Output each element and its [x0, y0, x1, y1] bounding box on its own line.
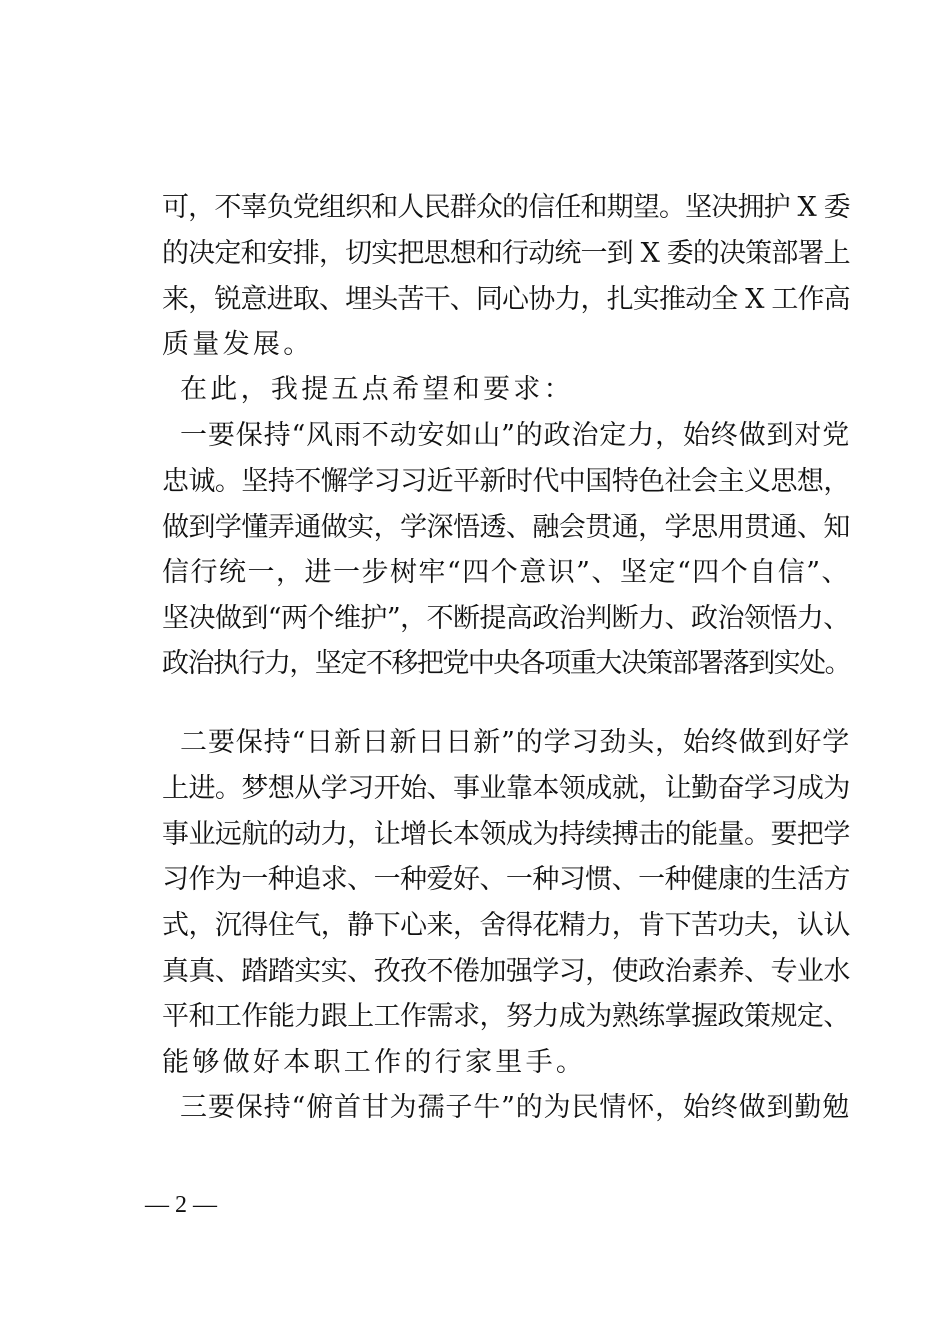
- text-line: 忠诚。坚持不懈学习习近平新时代中国特色社会主义思想，: [162, 466, 850, 497]
- text-line: 能够做好本职工作的行家里手。: [162, 1047, 587, 1078]
- page-number: — 2 —: [145, 1192, 217, 1218]
- text-line: 的决定和安排，切实把思想和行动统一到 X 委的决策部署上: [162, 238, 850, 269]
- text-line: 在此，我提五点希望和要求：: [180, 374, 574, 405]
- text-line: 做到学懂弄通做实，学深悟透、融会贯通，学思用贯通、知: [162, 512, 850, 543]
- text-line: 式，沉得住气，静下心来，舍得花精力，肯下苦功夫，认认: [162, 910, 850, 941]
- text-line: 坚决做到“两个维护”，不断提高政治判断力、政治领悟力、: [162, 603, 850, 634]
- text-line: 信行统一，进一步树牢“四个意识”、坚定“四个自信”、: [162, 557, 851, 588]
- text-line: 可，不辜负党组织和人民群众的信任和期望。坚决拥护 X 委: [162, 192, 850, 223]
- text-line: 习作为一种追求、一种爱好、一种习惯、一种健康的生活方: [162, 864, 850, 895]
- text-line: 真真、踏踏实实、孜孜不倦加强学习，使政治素养、专业水: [162, 956, 850, 987]
- text-line: 来，锐意进取、埋头苦干、同心协力，扎实推动全 X 工作高: [162, 284, 850, 315]
- text-line: 政治执行力，坚定不移把党中央各项重大决策部署落到实处。: [162, 648, 851, 679]
- text-line: 质量发展。: [162, 329, 314, 360]
- text-line: 二要保持“日新日新日日新”的学习劲头，始终做到好学: [180, 727, 851, 758]
- text-line: 上进。梦想从学习开始、事业靠本领成就，让勤奋学习成为: [162, 773, 850, 804]
- text-line: 一要保持“风雨不动安如山”的政治定力，始终做到对党: [180, 420, 851, 451]
- text-line: 事业远航的动力，让增长本领成为持续搏击的能量。要把学: [162, 819, 850, 850]
- text-line: 三要保持“俯首甘为孺子牛”的为民情怀，始终做到勤勉: [180, 1092, 851, 1123]
- text-line: 平和工作能力跟上工作需求，努力成为熟练掌握政策规定、: [162, 1001, 850, 1032]
